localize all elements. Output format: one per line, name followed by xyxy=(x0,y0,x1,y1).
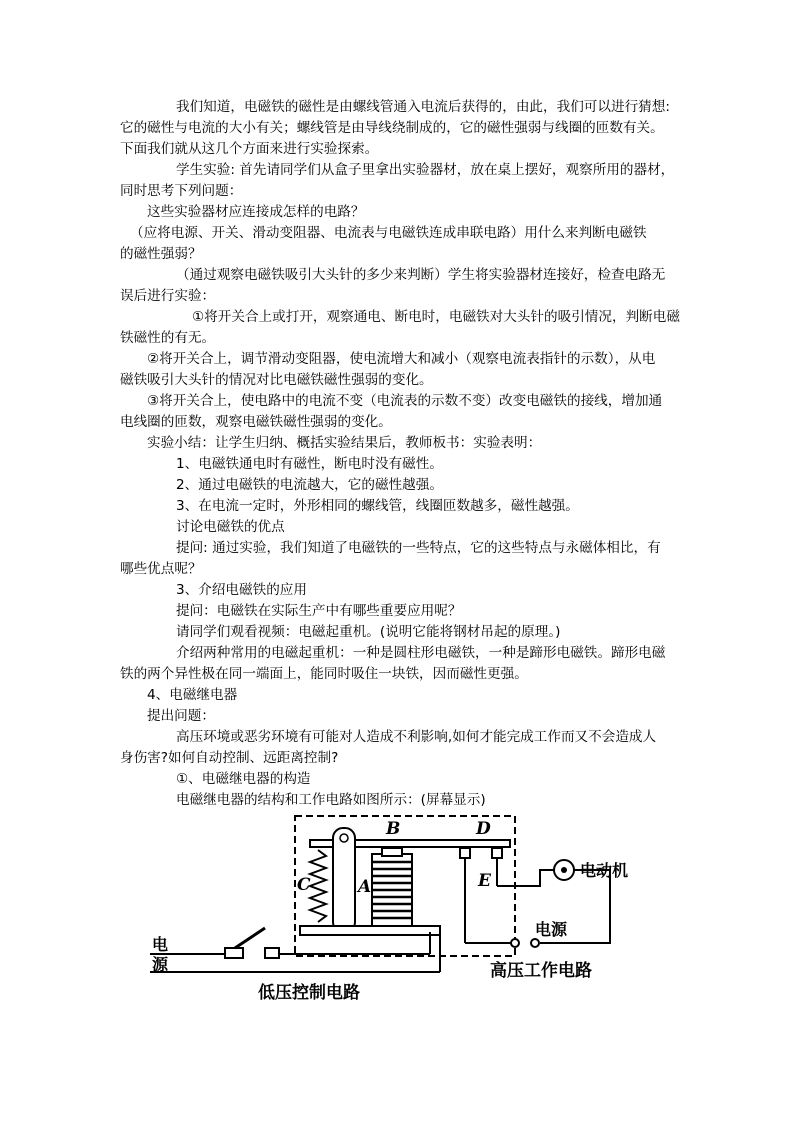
paragraph-line: 请同学们观看视频：电磁起重机。(说明它能将钢材吊起的原理。) xyxy=(176,624,561,640)
paragraph-line: 介绍两种常用的电磁起重机：一种是圆柱形电磁铁，一种是蹄形电磁铁。蹄形电磁 xyxy=(176,645,666,661)
label-b: B xyxy=(386,819,401,839)
paragraph-line: 同时思考下列问题： xyxy=(120,183,243,199)
section-heading: 4、电磁继电器 xyxy=(147,687,238,703)
paragraph-line: （通过观察电磁铁吸引大头针的多少来判断）学生将实验器材连接好，检查电路无 xyxy=(176,267,666,283)
step-line: ②将开关合上，调节滑动变阻器，使电流增大和减小（观察电流表指针的示数），从电 xyxy=(147,351,656,367)
section-heading: 讨论电磁铁的优点 xyxy=(176,519,285,535)
high-voltage-circuit-label: 高压工作电路 xyxy=(490,961,592,981)
paragraph-line: 的磁性强弱？ xyxy=(120,246,202,262)
list-item: 1、电磁铁通电时有磁性，断电时没有磁性。 xyxy=(176,456,443,472)
step-line: 磁铁吸引大头针的情况对比电磁铁磁性强弱的变化。 xyxy=(120,372,433,388)
step-line: ①将开关合上或打开，观察通电、断电时，电磁铁对大头针的吸引情况，判断电磁 xyxy=(192,309,680,325)
label-a: A xyxy=(358,877,372,897)
label-d: D xyxy=(476,819,491,839)
label-e: E xyxy=(478,871,491,891)
paragraph-line: 我们知道，电磁铁的磁性是由螺线管通入电流后获得的，由此，我们可以进行猜想: xyxy=(176,99,670,115)
pivot-post xyxy=(333,828,355,932)
low-voltage-circuit-label: 低压控制电路 xyxy=(258,983,360,1003)
paragraph-line: 学生实验: 首先请同学们从盒子里拿出实验器材，放在桌上摆好，观察所用的器材， xyxy=(176,162,675,178)
relay-circuit-diagram xyxy=(140,808,680,1013)
paragraph-line: 提出问题： xyxy=(147,708,215,724)
section-heading: 3、介绍电磁铁的应用 xyxy=(176,582,307,598)
paragraph-line: 误后进行实验： xyxy=(120,288,216,304)
label-c: C xyxy=(297,875,311,895)
step-line: 电线圈的匝数，观察电磁铁磁性强弱的变化。 xyxy=(120,414,392,430)
motor-label: 电动机 xyxy=(580,861,629,880)
paragraph-line: 它的磁性与电流的大小有关；螺线管是由导线绕制成的，它的磁性强弱与线圈的匝数有关。 xyxy=(120,120,664,136)
paragraph-line: 提问: 通过实验，我们知道了电磁铁的一些特点，它的这些特点与永磁体相比，有 xyxy=(176,540,661,556)
paragraph-line: 身伤害?如何自动控制、远距离控制? xyxy=(120,750,339,766)
contact-left xyxy=(460,848,470,858)
switch-icon xyxy=(225,948,243,958)
step-line: ③将开关合上，使电路中的电流不变（电流表的示数不变）改变电磁铁的接线，增加通 xyxy=(147,393,663,409)
paragraph-line: 下面我们就从这几个方面来进行实验探索。 xyxy=(120,141,379,157)
figure-caption: 电磁继电器的结构和工作电路如图所示：(屏幕显示) xyxy=(176,792,486,808)
power-label-left-2: 源 xyxy=(152,955,169,974)
paragraph-line: 高压环境或恶劣环境有可能对人造成不利影响,如何才能完成工作而又不会造成人 xyxy=(176,729,657,745)
paragraph-line: 提问：电磁铁在实际生产中有哪些重要应用呢？ xyxy=(176,603,462,619)
step-line: 铁磁性的有无。 xyxy=(120,330,216,346)
base-plate xyxy=(300,926,440,935)
power-label-left-1: 电 xyxy=(152,935,169,954)
paragraph-line: （应将电源、开关、滑动变阻器、电流表与电磁铁连成串联电路）用什么来判断电磁铁 xyxy=(130,225,647,241)
power-label-right: 电源 xyxy=(535,920,568,939)
spring xyxy=(310,850,326,922)
list-item: 2、通过电磁铁的电流越大，它的磁性越强。 xyxy=(176,477,443,493)
paragraph-line: 铁的两个异性极在同一端面上，能同时吸住一块铁，因而磁性更强。 xyxy=(120,666,528,682)
subsection-heading: ①、电磁继电器的构造 xyxy=(176,771,311,787)
question-line: 这些实验器材应连接成怎样的电路？ xyxy=(147,204,365,220)
contact-right xyxy=(492,848,502,858)
paragraph-line: 哪些优点呢？ xyxy=(120,561,202,577)
summary-line: 实验小结：让学生归纳、概括实验结果后，教师板书：实验表明： xyxy=(147,435,542,451)
list-item: 3、在电流一定时，外形相同的螺线管，线圈匝数越多，磁性越强。 xyxy=(176,498,579,514)
